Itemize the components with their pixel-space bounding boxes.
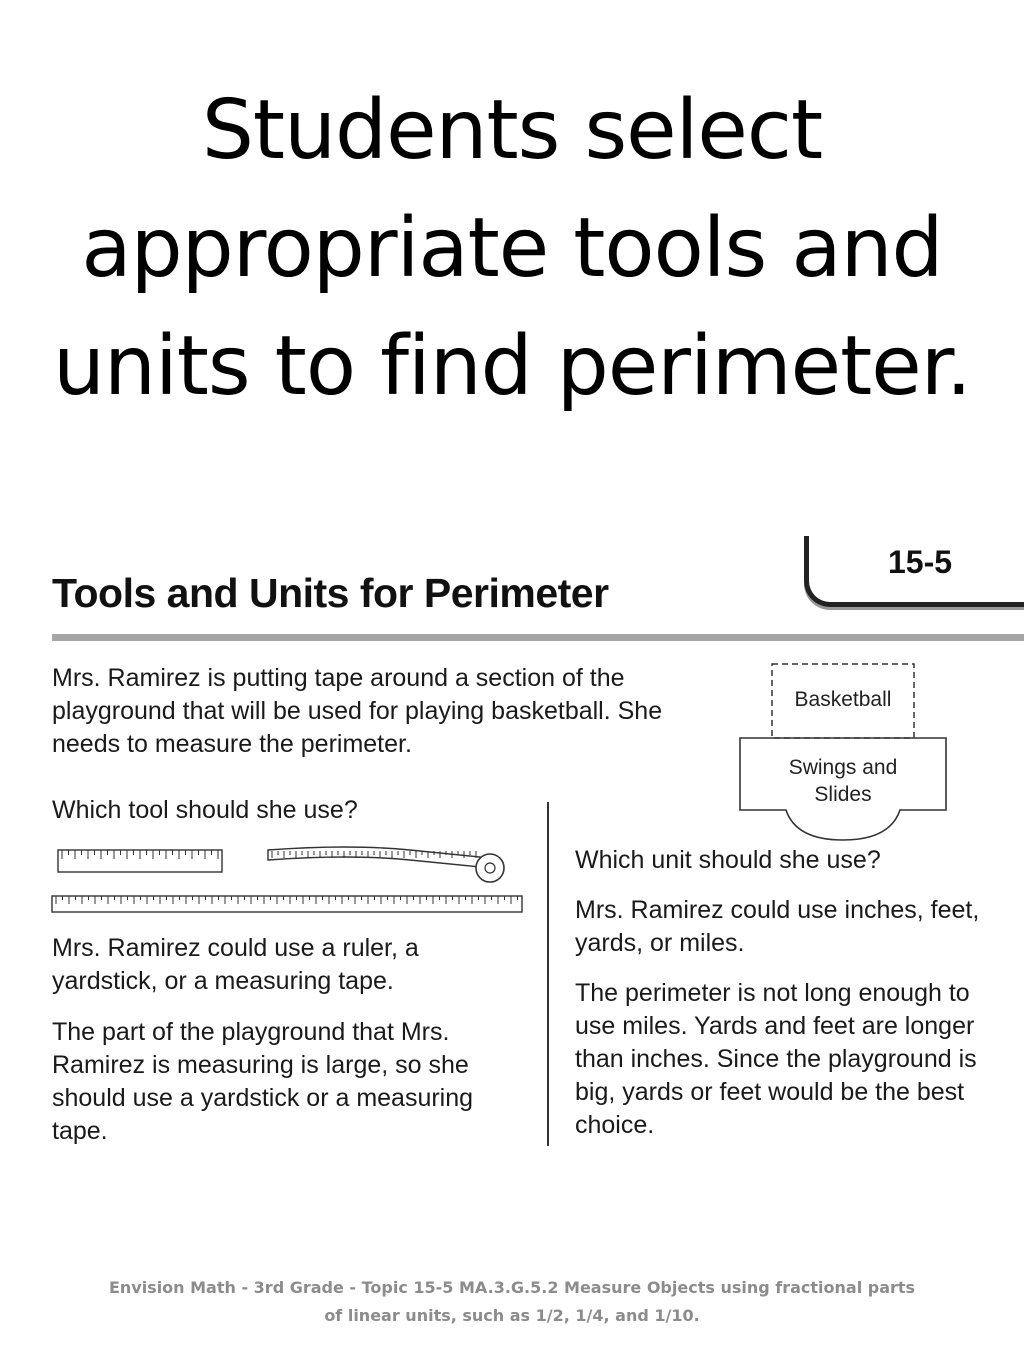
worksheet-heading: Tools and Units for Perimeter	[52, 570, 609, 616]
unit-answer: Mrs. Ramirez could use inches, feet, yards, or miles.	[575, 896, 980, 957]
tool-answer: Mrs. Ramirez could use a ruler, a yardstick, or a measuring tape.	[52, 934, 419, 995]
swings-label-line1: Swings and	[788, 756, 898, 779]
yardstick-icon	[52, 896, 522, 912]
ruler-icon	[58, 850, 222, 872]
slide-title-line: units to find perimeter.	[53, 319, 971, 414]
slide-title-line: Students select	[201, 83, 823, 178]
worksheet-image	[0, 530, 1024, 1170]
playground-diagram	[738, 662, 950, 842]
footer-line: Envision Math - 3rd Grade - Topic 15-5 MA.3.G.5.2 Measure Objects using fractional parts	[108, 1278, 916, 1297]
slide-title-line: appropriate tools and	[81, 201, 943, 296]
swings-label-line2: Slides	[814, 783, 872, 806]
column-divider	[547, 802, 549, 1146]
unit-question: Which unit should she use?	[575, 846, 881, 874]
unit-reason: The perimeter is not long enough to use miles. Yards and feet are longer than inches. Since the playground is big, yards or feet would be the best choice.	[575, 979, 977, 1139]
heading-rule	[52, 634, 1024, 641]
basketball-label: Basketball	[794, 688, 892, 711]
tool-reason: The part of the playground that Mrs. Ramirez is measuring is large, so she should use a yardstick or a measuring tape.	[52, 1018, 474, 1145]
footer-line: of linear units, such as 1/2, 1/4, and 1/10.	[324, 1306, 700, 1325]
footer	[60, 1274, 964, 1330]
slide-title	[0, 72, 1024, 426]
tool-question: Which tool should she use?	[52, 796, 358, 824]
tools-illustration	[50, 842, 526, 922]
intro-text: Mrs. Ramirez is putting tape around a section of the playground that will be used for playing basketball. She needs to measure the perimeter.	[52, 664, 663, 758]
lesson-number: 15-5	[888, 544, 953, 580]
measuring-tape-icon	[268, 847, 504, 882]
